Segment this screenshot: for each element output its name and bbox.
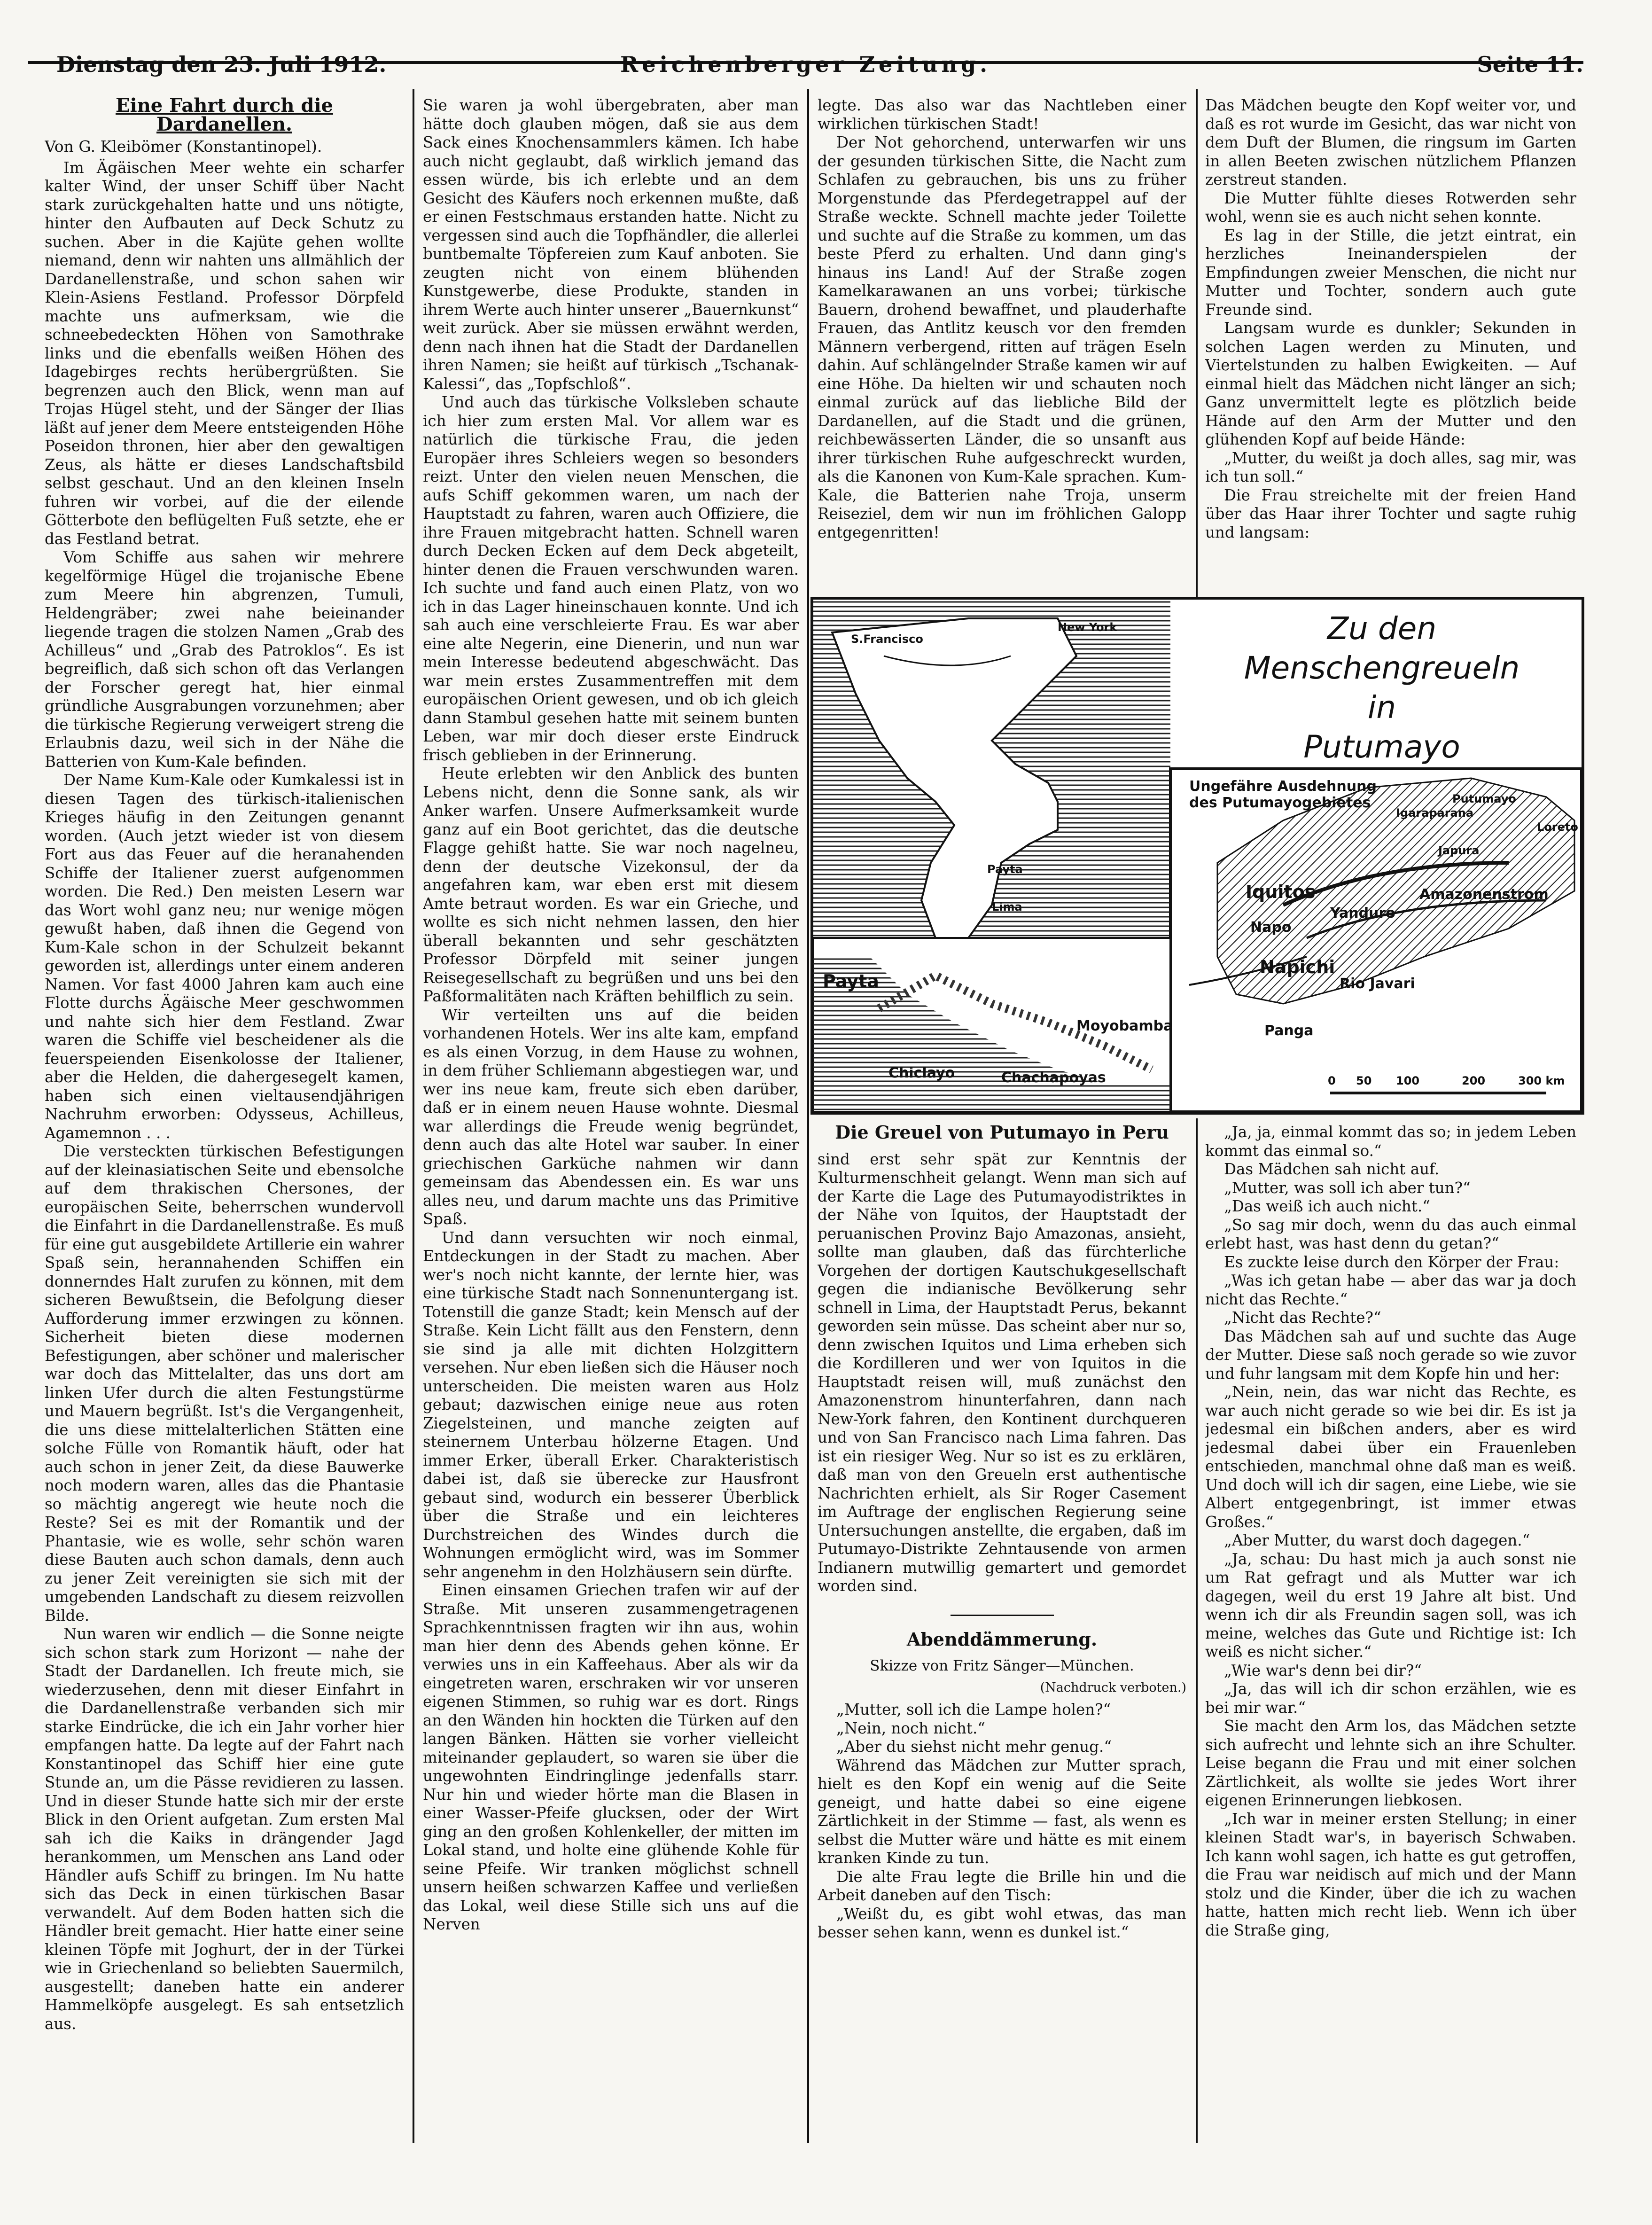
paragraph: Es lag in der Stille, die jetzt eintrat, ein herzliches Ineinanderspielen der Empfindungen zweier Menschen, die nicht nur Mutter und Tochter, sondern auch gute Freunde sind. [1205,226,1576,319]
map-label: Napichi [1260,957,1335,977]
map-label: New York [1058,621,1117,634]
map-label: Rio Javari [1340,976,1415,992]
paragraph: „Nein, nein, das war nicht das Rechte, es war auch nicht gerade so wie bei dir. Es ist ja jedesmal ein bißchen anders, aber es wird jedesmal dabei über ein Frauenleben entschieden, manchmal ohne daß man es weiß. Und doch will ich dir sagen, eine Liebe, wie sie Albert entgegenbringt, ist immer etwas Großes.“ [1205,1383,1576,1531]
reprint-note: (Nachdruck verboten.) [1040,1680,1186,1695]
article-headline: Eine Fahrt durch die Dardanellen. [116,96,333,135]
paragraph: „Das weiß ich auch nicht.“ [1224,1197,1430,1215]
paragraph: Vom Schiffe aus sahen wir mehrere kegelförmige Hügel die trojanische Ebene zum Meere hin abgrenzen, Tumuli, Heldengräber; zwei nahe beieinander liegende tragen die stolzen Namen „Grab des Achilleus“ und „Grab des Patroklos“. Es ist begreiflich, daß sich schon oft das Verlangen der Forscher geregt hat, hier einmal gründliche Ausgrabungen vorzunehmen; aber die türkische Regierung verweigert streng die Erlaubnis dazu, weil sich in der Nähe die Batterien von Kum-Kale befinden. [45,548,404,771]
map-label: Amazonenstrom [1419,886,1549,903]
map-label: S.Francisco [851,632,923,646]
paragraph: Das Mädchen sah nicht auf. [1224,1160,1440,1178]
paragraph: „Aber Mutter, du warst doch dagegen.“ [1224,1531,1530,1549]
paragraph: Während das Mädchen zur Mutter sprach, hielt es den Kopf ein wenig auf die Seite geneigt, und hatte dabei so eine eigene Zärtlichkeit in der Stimme — fast, als wenn es selbst die Mutter wäre und hätte es mit einem kranken Kinde zu tun. [818,1756,1186,1867]
inset-caption: Ungefähre Ausdehnung des Putumayogebietes [1189,778,1377,811]
map-label: Panga [1264,1023,1314,1039]
paragraph: „Nein, noch nicht.“ [836,1719,985,1737]
paragraph: „Nicht das Rechte?“ [1224,1309,1381,1327]
paragraph: legte. Das also war das Nachtleben einer wirklichen türkischen Stadt! [818,96,1186,133]
map-label: Payta [823,971,879,991]
paragraph: Wir verteilten uns auf die beiden vorhandenen Hotels. Wer ins alte kam, empfand es als einen Vorzug, in dem Hause zu wohnen, in dem früher Schliemann abgestiegen war, und wer ins neue kam, freute sich eben darüber, daß er in einem neuen Hause wohnte. Diesmal war allerdings die Freude wenig begründet, denn auch das alte Hotel war sauber. In einer griechischen Garküche nahmen wir dann gemeinsam das Abendessen ein. Es war uns alles neu, und darum machte uns das Primitive Spaß. [423,1006,799,1228]
column-rule [807,89,809,2143]
paragraph: „Ja, ja, einmal kommt das so; in jedem Leben kommt das einmal so.“ [1205,1123,1576,1160]
paragraph: Es zuckte leise durch den Körper der Frau: [1224,1253,1559,1271]
article-headline: Die Greuel von Putumayo in Peru [835,1123,1169,1143]
scale-label: 200 [1462,1074,1486,1087]
map-figure [810,597,1584,1115]
paragraph: Langsam wurde es dunkler; Sekunden in solchen Lagen werden zu Minuten, und Viertelstunden zu halben Ewigkeiten. — Auf einmal hielt das Mädchen nicht länger an sich; Ganz unvermittelt legte es plötzlich beide Hände auf den Arm der Mutter und den glühenden Kopf auf beide Hände: [1205,319,1576,448]
divider [951,1615,1054,1616]
paragraph: Im Ägäischen Meer wehte ein scharfer kalter Wind, der unser Schiff über Nacht stark zurückgehalten hatte und uns nötigte, hinter den Aufbauten auf Deck Schutz zu suchen. Aber in die Kajüte gehen wollte niemand, denn wir nahten uns allmählich der Dardanellenstraße, und schon sahen wir Klein-Asiens Festland. Professor Dörpfeld machte uns aufmerksam, wie die schneebedeckten Höhen von Samothrake links und die ebenfalls weißen Höhen des Idagebirges rechts herübergrüßten. Sie begrenzen auch den Blick, wenn man auf Trojas Hügel steht, und der Sänger der Ilias läßt auf jener dem Meere entsteigenden Höhe Poseidon thronen, hier aber den gewaltigen Zeus, als hätte er dieses Landschaftsbild selbst geschaut. Und an den kleinen Inseln fuhren wir vorbei, auf die der eilende Götterbote den beflügelten Fuß setzte, ehe er das Festland betrat. [45,158,404,548]
column-rule [413,89,414,2143]
map-label: Putumayo [1452,792,1516,805]
paragraph: „Mutter, du weißt ja doch alles, sag mir, was ich tun soll.“ [1205,449,1576,485]
paragraph: Heute erlebten wir den Anblick des bunten Lebens nicht, denn die Sonne sank, als wir Anker warfen. Unsere Aufmerksamkeit wurde ganz auf ein Boot gerichtet, das die deutsche Flagge gehißt hatte. Sie war noch nagelneu, denn der deutsche Vizekonsul, der da angefahren kam, war eben erst mit diesem Amte betraut worden. Es war ein Grieche, und wollte es sich nicht nehmen lassen, den hier überall bekannten und sehr geschätzten Professor Dörpfeld mit seiner jungen Reisegesellschaft zu begrüßen und uns bei den Paßformalitäten nach Kräften behilflich zu sein. [423,765,799,1005]
map-label: Iquitos [1246,882,1316,902]
map-label: Chiclayo [888,1065,955,1081]
map-label: Payta [987,863,1023,876]
paragraph: Nun waren wir endlich — die Sonne neigte sich schon stark zum Horizont — nahe der Stadt der Dardanellen. Ich freute mich, sie wiederzusehen, denn mit dieser Einfahrt in die Dardanellenstraße verbanden sich mir starke Eindrücke, die ich ein Jahr vorher hier empfangen hatte. Da legte auf der Fahrt nach Konstantinopel das Schiff hier eine gute Stunde an, um die Pässe revidieren zu lassen. Und in dieser Stunde hatte sich mir der erste Blick in den Orient aufgetan. Zum ersten Mal sah ich die Kaiks in drängender Jagd herankommen, um Menschen ans Land oder Händler aufs Schiff zu bringen. Im Nu hatte sich das Deck in einen türkischen Basar verwandelt. Auf dem Boden hatten sich die Händler breit gemacht. Hier hatte einer seine kleinen Töpfe mit Joghurt, der in der Türkei wie in Griechenland so beliebten Sauermilch, ausgestellt; daneben hatte ein anderer Hammelköpfe ausgelegt. Es sah entsetzlich aus. [45,1625,404,2033]
column-rule [1196,1118,1198,2143]
column-3-bottom [818,1123,1186,2140]
paragraph: Das Mädchen sah auf und suchte das Auge der Mutter. Diese saß noch gerade so wie zuvor und fuhr langsam mit dem Kopfe hin und her: [1205,1327,1576,1382]
paragraph: Die versteckten türkischen Befestigungen auf der kleinasiatischen Seite und ebensolche auf dem thrakischen Chersones, der europäischen Seite, beherrschen wundervoll die Einfahrt in die Dardanellenstraße. Es muß für eine gut ausgebildete Artillerie ein wahrer Spaß sein, herannahenden Schiffen ein donnerndes Halt zurufen zu können, mit dem sicheren Bewußtsein, die Befolgung dieser Aufforderung immer erzwingen zu können. Sicherheit bieten diese modernen Befestigungen, aber schöner und malerischer war doch das Mittelalter, das uns dort am linken Ufer durch die alten Festungstürme und Mauern begrüßt. Ist's die Vergangenheit, die uns diese mittelalterlichen Stätten eine solche Fülle von Romantik häuft, oder hat auch schon in jener Zeit, da diese Bauwerke noch modern waren, alles das die Phantasie so mächtig angeregt wie heute noch die Reste? Sei es mit der Romantik und der Phantasie, wie es wolle, sehr schön waren diese Bauten auch schon damals, denn auch zu jener Zeit vereinigten sie sich mit der umgebenden Landschaft zu diesem reizvollen Bilde. [45,1142,404,1624]
map-title: Zu den Menschengreueln in Putumayo [1244,610,1520,765]
paragraph: „Wie war's denn bei dir?“ [1224,1661,1422,1679]
column-4-top [1205,96,1576,590]
paragraph: Die Mutter fühlte dieses Rotwerden sehr wohl, wenn sie es auch nicht sehen konnte. [1205,189,1576,226]
page-number: Seite 11. [1477,52,1583,77]
paragraph: Sie macht den Arm los, das Mädchen setzte sich aufrecht und lehnte sich an ihre Schulter. Leise begann die Frau und mit einer solchen Zärtlichkeit, als wollte sie jedes Wort ihrer eigenen Erinnerungen liebkosen. [1205,1717,1576,1809]
column-3-top [818,96,1186,590]
paragraph: Sie waren ja wohl übergebraten, aber man hätte doch glauben mögen, daß sie aus dem Sack eines Knochensammlers kämen. Ich habe auch nicht geglaubt, daß wirklich jemand das essen würde, bis ich erlebte und an dem Gesicht des Käufers noch erkennen mußte, daß er einen Festschmaus erstanden hatte. Nicht zu vergessen sind auch die Topfhändler, die allerlei buntbemalte Töpfereien zum Kauf anboten. Sie zeugten nicht von einem blühenden Kunstgewerbe, diese Produkte, standen in ihrem Werte auch hinter unserer „Bauernkunst“ weit zurück. Aber sie müssen erwähnt werden, denn nach ihnen hat die Stadt der Dardanellen ihren Namen; sie heißt auf türkisch „Tschanak-Kalessi“, das „Topfschloß“. [423,96,799,393]
paragraph: sind erst sehr spät zur Kenntnis der Kulturmenschheit gelangt. Wenn man sich auf der Karte die Lage des Putumayodistriktes in der Nähe von Iquitos, der Hauptstadt der peruanischen Provinz Bajo Amazonas, ansieht, sollte man glauben, daß das fürchterliche Vorgehen der dortigen Kautschukgesellschaft gegen die indianische Bevölkerung sehr schnell in Lima, der Hauptstadt Perus, bekannt geworden sein müsse. Das scheint aber nur so, denn zwischen Iquitos und Lima erheben sich die Kordilleren und wer von Iquitos in die Hauptstadt reisen will, muß zunächst den Amazonenstrom hinunterfahren, dann nach New-York fahren, den Kontinent durchqueren und von San Francisco nach Lima fahren. Das ist ein riesiger Weg. Nur so ist es zu erklären, daß man von den Greueln erst authentische Nachrichten erhielt, als Sir Roger Casement im Auftrage der englischen Regierung seine Untersuchungen anstellte, die ergaben, daß im Putumayo-Distrikte Zehntausende von armen Indianern mutwillig gemartert und gemordet worden sind. [818,1150,1186,1595]
scale-label: 0 [1328,1074,1336,1087]
paragraph: „Ich war in meiner ersten Stellung; in einer kleinen Stadt war's, in bayerisch Schwaben. Ich kann wohl sagen, ich hatte es gut getroffen, die Frau war neidisch auf mich und der Mann stolz und die Kinder, über die ich zu wachen hatte, hatten mich recht lieb. Wenn ich über die Straße ging, [1205,1810,1576,1939]
scale-label: 50 [1356,1074,1372,1087]
article-subtitle: Skizze von Fritz Sänger—München. [870,1657,1134,1674]
paragraph: Die Frau streichelte mit der freien Hand über das Haar ihrer Tochter und sagte ruhig und langsam: [1205,486,1576,541]
paragraph: Und auch das türkische Volksleben schaute ich hier zum ersten Mal. Vor allem war es natürlich die türkische Frau, die jeden Europäer ihres Schleiers wegen so besonders reizt. Unter den vielen neuen Menschen, die aufs Schiff gekommen waren, um nach der Hauptstadt zu fahren, waren auch Offiziere, die ihre Frauen mitgebracht hatten. Schnell waren durch Decken Ecken auf dem Deck abgeteilt, hinter denen die Frauen verschwunden waren. Ich suchte und fand auch einen Platz, von wo ich in das Lager hineinschauen konnte. Und ich sah auch eine verschleierte Frau. Es war aber eine alte Negerin, eine Dienerin, und nun war mein Interesse bedeutend abgeschwächt. Das war mein erstes Zusammentreffen mit dem europäischen Orient gewesen, und ob ich gleich dann Stambul gesehen hatte mit seinem bunten Leben, war mir doch dieser erste Eindruck frisch geblieben in der Erinnerung. [423,393,799,764]
paragraph: Und dann versuchten wir noch einmal, Entdeckungen in der Stadt zu machen. Aber wer's noch nicht kannte, der lernte hier, was eine türkische Stadt nach Sonnenuntergang ist. Totenstill die ganze Stadt; kein Mensch auf der Straße. Kein Licht fällt aus den Fenstern, denn sie sind ja alle mit dichten Holzgittern versehen. Nur eben ließen sich die Häuser noch unterscheiden. Die meisten waren aus Holz gebaut; dazwischen einige neue aus roten Ziegelsteinen, und manche zeigten auf steinernem Unterbau hölzerne Etagen. Und immer Erker, überall Erker. Charakteristisch dabei ist, daß sie überecke zur Hausfront gebaut sind, wodurch ein besserer Überblick über die Straße und ein leichteres Durchstreichen des Windes durch die Wohnungen ermöglicht wird, was im Sommer sehr angenehm in den Holzhäusern sein dürfte. [423,1228,799,1581]
scale-label: 100 [1396,1074,1420,1087]
masthead-title: Reichenberger Zeitung. [620,52,991,77]
masthead [28,33,1583,77]
paragraph: Der Name Kum-Kale oder Kumkalessi ist in diesen Tagen des türkisch-italienischen Krieges häufig in den Zeitungen genannt worden. (Auch jetzt wieder ist von diesem Fort aus das Feuer auf die heranahenden Schiffe der Italiener zuerst aufgenommen worden. Die Red.) Den meisten Lesern war das Wort wohl ganz neu; nur wenige mögen gewußt haben, daß ihnen die Gegend von Kum-Kale schon in der Schulzeit bekannt geworden ist, allerdings unter einem anderen Namen. Vor fast 4000 Jahren kam auch eine Flotte durchs Ägäische Meer geschwommen und nahte sich hier dem Festland. Zwar waren die Schiffe viel bescheidener als die feuerspeienden Eisenkolosse der Italiener, aber die Helden, die dahergesegelt kamen, haben sich einen vieltausendjährigen Nachruhm erworben: Odysseus, Achilleus, Agamemnon . . . [45,771,404,1142]
scale-label: 300 km [1518,1074,1565,1087]
map-label: Yanduro [1330,905,1395,921]
map-label: Napo [1250,919,1292,936]
paragraph: „So sag mir doch, wenn du das auch einmal erlebt hast, was hast denn du getan?“ [1205,1216,1576,1252]
paragraph: „Mutter, was soll ich aber tun?“ [1224,1179,1471,1197]
paragraph: Einen einsamen Griechen trafen wir auf der Straße. Mit unseren zusammengetragenen Sprachkenntnissen fragten wir ihn aus, wohin man hier denn des Abends gehen könne. Er verwies uns in ein Kaffeehaus. Aber als wir da eingetreten waren, erschraken wir vor unseren eigenen Stimmen, so ruhig war es dort. Rings an den Wänden hin hockten die Türken auf den langen Bänken. Hätten sie vorher vielleicht miteinander geplaudert, so waren sie über die ungewohnten Eindringlinge jedenfalls starr. Nur hin und wieder hörte man die Blasen in einer Wasser-Pfeife glucksen, oder der Wirt ging an den großen Kohlenkeller, der mitten im Lokal stand, und holte eine glühende Kohle für seine Pfeife. Wir tranken möglichst schnell unsern heißen schwarzen Kaffee und verließen das Lokal, weil diese Stille sich uns auf die Nerven [423,1581,799,1933]
paragraph: „Mutter, soll ich die Lampe holen?“ [836,1701,1111,1718]
paragraph: „Ja, das will ich dir schon erzählen, wie es bei mir war.“ [1205,1680,1576,1717]
column-1 [45,96,404,2140]
column-rule [1196,89,1198,597]
paragraph: Die alte Frau legte die Brille hin und die Arbeit daneben auf den Tisch: [818,1867,1186,1904]
paragraph: „Aber du siehst nicht mehr genug.“ [836,1738,1112,1756]
map-label: Japura [1438,844,1480,857]
paragraph: „Ja, schau: Du hast mich ja auch sonst nie um Rat gefragt und als Mutter war ich dagegen, weil du erst 19 Jahre alt bist. Und wenn ich dir als Freundin sagen soll, was ich meine, welches das Gute und Richtige ist: Ich weiß es nicht sicher.“ [1205,1550,1576,1661]
article-headline: Abenddämmerung. [906,1628,1098,1650]
paragraph: Das Mädchen beugte den Kopf weiter vor, und daß es rot wurde im Gesicht, das war nicht von dem Duft der Blumen, die ringsum im Garten in allen Beeten zwischen nützlichem Pflanzen zerstreut standen. [1205,96,1576,188]
paragraph: „Was ich getan habe — aber das war ja doch nicht das Rechte.“ [1205,1272,1576,1308]
paragraph: „Weißt du, es gibt wohl etwas, das man besser sehen kann, wenn es dunkel ist.“ [818,1905,1186,1941]
column-2 [423,96,799,2140]
column-4-bottom [1205,1123,1576,2140]
map-label: Chachapoyas [1001,1070,1106,1086]
map-label: Moyobamba [1076,1018,1173,1034]
map-label: Loreto [1537,820,1578,834]
map-label: Igaraparana [1396,806,1474,820]
article-byline: Von G. Kleibömer (Konstantinopel). [45,137,322,156]
masthead-date: Dienstag den 23. Juli 1912. [56,52,387,77]
paragraph: Der Not gehorchend, unterwarfen wir uns der gesunden türkischen Sitte, die Nacht zum Schlafen zu gebrauchen, bis uns zu früher Morgenstunde das Pferdegetrappel auf der Straße weckte. Schnell machte jeder Toilette und suchte auf die Straße zu kommen, um das beste Pferd zu erhalten. Und dann ging's hinaus ins Land! Auf der Straße zogen Kamelkarawanen an uns vorbei; türkische Bauern, drohend bewaffnet, und plauderhafte Frauen, das Antlitz keusch vor den fremden Männern verbergend, ritten auf trägen Eseln dahin. Auf schlängelnder Straße kamen wir auf eine Höhe. Da hielten wir und schauten noch einmal zurück auf das liebliche Bild der Dardanellen, auf die Stadt und die grünen, reichbewässerten Länder, die so unsanft aus ihrer türkischen Ruhe aufgeschreckt wurden, als die Kanonen von Kum-Kale sprachen. Kum-Kale, die Batterien nahe Troja, unserm Reiseziel, dem wir nun im fröhlichen Galopp entgegenritten! [818,133,1186,541]
map-label: Lima [992,900,1022,913]
